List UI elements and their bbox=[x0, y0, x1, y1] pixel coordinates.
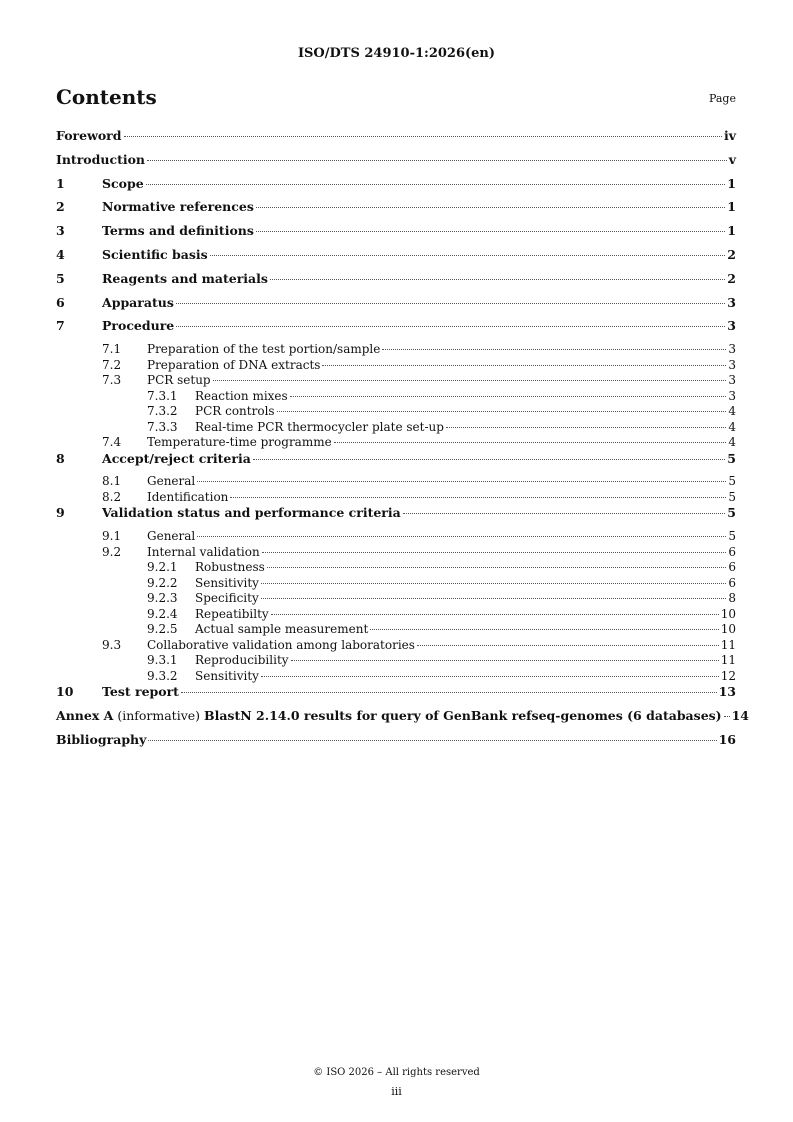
toc-entry-title bbox=[147, 474, 195, 488]
toc-entry-number: 9.2.4 bbox=[147, 606, 178, 621]
toc-entry[interactable] bbox=[56, 404, 736, 420]
toc-entry-page: 1 bbox=[727, 223, 736, 239]
toc-entry-title-text: Terms and definitions bbox=[102, 223, 254, 239]
toc-entry-title bbox=[56, 128, 122, 143]
toc-leader-dots bbox=[322, 365, 726, 366]
toc-entry[interactable] bbox=[56, 271, 736, 295]
toc-entry-title-text: Reaction mixes bbox=[195, 388, 288, 403]
toc-entry-title-text: Sensitivity bbox=[195, 668, 259, 683]
toc-entry-title bbox=[102, 684, 179, 699]
toc-entry-title bbox=[147, 358, 320, 372]
document-id-header: ISO/DTS 24910-1:2026(en) bbox=[297, 46, 496, 61]
toc-leader-dots bbox=[210, 255, 726, 256]
toc-entry-title bbox=[195, 389, 288, 403]
toc-entry-title-text: General bbox=[147, 474, 196, 489]
toc-entry-title-text: Scope bbox=[102, 175, 144, 191]
page-number: iii bbox=[391, 1085, 402, 1098]
toc-entry-number: 9.2.1 bbox=[147, 560, 178, 575]
toc-entry-title-text: Real-time PCR thermocycler plate set-up bbox=[195, 419, 444, 434]
toc-entry-page: 10 bbox=[720, 622, 736, 637]
toc-entry-number: 7 bbox=[56, 318, 65, 334]
toc-entry-page: iv bbox=[723, 128, 736, 143]
toc-entry-page: 11 bbox=[720, 653, 736, 668]
toc-entry-title-text: Introduction bbox=[56, 151, 146, 167]
toc-entry-number: 3 bbox=[56, 223, 65, 239]
toc-entry-title bbox=[195, 576, 259, 590]
toc-entry[interactable] bbox=[56, 732, 736, 756]
toc-entry-title-text: Collaborative validation among laboratories bbox=[147, 637, 415, 652]
toc-entry-number: 9.3.2 bbox=[147, 668, 178, 683]
toc-entry[interactable] bbox=[56, 318, 736, 342]
toc-entry-title bbox=[195, 591, 259, 605]
toc-entry-number: 7.3.3 bbox=[147, 419, 178, 434]
toc-entry[interactable] bbox=[56, 622, 736, 638]
toc-entry-title bbox=[195, 653, 289, 667]
toc-leader-dots bbox=[176, 303, 725, 304]
toc-entry[interactable] bbox=[56, 529, 736, 545]
toc-leader-dots bbox=[270, 279, 725, 280]
toc-entry-page: 1 bbox=[727, 199, 736, 215]
toc-entry-page: 6 bbox=[728, 575, 736, 590]
toc-entry[interactable] bbox=[56, 684, 736, 708]
contents-title: Contents bbox=[56, 85, 157, 109]
toc-leader-dots bbox=[261, 676, 719, 677]
toc-entry-title bbox=[147, 545, 260, 559]
toc-entry-number: 8.2 bbox=[102, 489, 122, 504]
toc-entry-page: 14 bbox=[731, 708, 750, 724]
toc-leader-dots bbox=[290, 396, 727, 397]
toc-entry-number: 6 bbox=[56, 294, 65, 310]
toc-entry-title bbox=[147, 529, 195, 543]
toc-entry-page: 12 bbox=[720, 668, 736, 683]
toc-entry-title-text: Test report bbox=[102, 684, 179, 700]
toc-entry-number: 5 bbox=[56, 270, 65, 286]
toc-leader-dots bbox=[213, 380, 727, 381]
toc-entry[interactable] bbox=[56, 435, 736, 451]
toc-entry-title bbox=[195, 669, 259, 683]
toc-entry-page: 5 bbox=[727, 505, 736, 521]
toc-entry-title bbox=[195, 560, 265, 574]
toc-entry[interactable] bbox=[56, 358, 736, 374]
toc-leader-dots bbox=[267, 567, 727, 568]
toc-entry[interactable] bbox=[56, 505, 736, 529]
toc-entry[interactable] bbox=[56, 342, 736, 358]
toc-leader-dots bbox=[291, 660, 719, 661]
toc-entry-title-text: Procedure bbox=[102, 318, 175, 334]
toc-entry-title-text: Temperature-time programme bbox=[147, 435, 332, 450]
toc-entry-page: 4 bbox=[728, 404, 736, 419]
toc-leader-dots bbox=[446, 427, 726, 428]
toc-entry-title bbox=[102, 223, 254, 238]
toc-entry[interactable] bbox=[56, 490, 736, 506]
toc-entry-page: 2 bbox=[727, 270, 736, 286]
toc-entry-title-text: Robustness bbox=[195, 560, 265, 575]
toc-entry-title-text: Identification bbox=[147, 489, 229, 504]
toc-entry-page: 13 bbox=[718, 684, 736, 700]
toc-entry-title bbox=[195, 622, 368, 636]
toc-leader-dots bbox=[334, 442, 727, 443]
toc-entry-page: 6 bbox=[728, 560, 736, 575]
toc-entry-page: 5 bbox=[727, 450, 736, 466]
toc-entry-number: 9.3 bbox=[102, 637, 122, 652]
toc-leader-dots bbox=[370, 629, 718, 630]
copyright-footer: © ISO 2026 – All rights reserved bbox=[313, 1067, 480, 1078]
toc-entry[interactable] bbox=[56, 576, 736, 592]
toc-entry-page: 4 bbox=[728, 419, 736, 434]
toc-entry-title-text: Reagents and materials bbox=[102, 270, 268, 286]
toc-entry-number: 10 bbox=[56, 684, 74, 700]
toc-entry[interactable] bbox=[56, 653, 736, 669]
toc-leader-dots bbox=[230, 497, 726, 498]
toc-entry-title-text: Scientific basis bbox=[102, 246, 208, 262]
toc-leader-dots bbox=[197, 481, 726, 482]
toc-entry[interactable] bbox=[56, 591, 736, 607]
toc-entry[interactable] bbox=[56, 373, 736, 389]
toc-entry-number: 7.3.1 bbox=[147, 388, 178, 403]
toc-leader-dots bbox=[176, 326, 725, 327]
toc-entry-title bbox=[102, 271, 268, 286]
toc-entry[interactable] bbox=[56, 420, 736, 436]
toc-entry-title bbox=[56, 708, 722, 723]
toc-entry-title-text: PCR setup bbox=[147, 373, 211, 388]
toc-entry[interactable] bbox=[56, 176, 736, 200]
toc-entry-page: 5 bbox=[728, 489, 736, 504]
toc-entry-title-text: PCR controls bbox=[195, 404, 275, 419]
toc-entry-number: 9.2.3 bbox=[147, 591, 178, 606]
toc-entry-title-text: Annex A bbox=[56, 708, 114, 724]
toc-entry[interactable] bbox=[56, 607, 736, 623]
toc-leader-dots bbox=[261, 598, 727, 599]
toc-entry-page: 10 bbox=[720, 606, 736, 621]
toc-entry[interactable] bbox=[56, 451, 736, 475]
toc-entry-title-text: Internal validation bbox=[147, 544, 260, 559]
toc-entry[interactable] bbox=[56, 247, 736, 271]
toc-entry-title-text: General bbox=[147, 529, 196, 544]
toc-entry-number: 2 bbox=[56, 199, 65, 215]
toc-entry-number: 9.2.2 bbox=[147, 575, 178, 590]
toc-entry-number: 7.1 bbox=[102, 342, 122, 357]
toc-entry-title bbox=[147, 342, 380, 356]
toc-entry-number: 9.2.5 bbox=[147, 622, 178, 637]
toc-entry-title bbox=[102, 505, 401, 520]
toc-leader-dots bbox=[253, 459, 725, 460]
toc-entry-title-text: Reproducibility bbox=[195, 653, 289, 668]
toc-entry-page: v bbox=[728, 151, 736, 167]
toc-entry-page: 3 bbox=[727, 294, 736, 310]
table-of-contents bbox=[56, 128, 750, 756]
toc-entry-title-text: Preparation of the test portion/sample bbox=[147, 342, 381, 357]
toc-entry-title-text: Preparation of DNA extracts bbox=[147, 357, 321, 372]
toc-entry-title-text: Normative references bbox=[102, 199, 254, 215]
toc-entry-title bbox=[147, 638, 415, 652]
toc-entry[interactable] bbox=[56, 389, 736, 405]
toc-entry[interactable] bbox=[56, 295, 736, 319]
toc-entry-page: 5 bbox=[728, 474, 736, 489]
toc-entry-title bbox=[195, 404, 275, 418]
page-column-label: Page bbox=[708, 92, 736, 105]
toc-entry-title bbox=[147, 435, 332, 449]
toc-entry-title-text: Sensitivity bbox=[195, 575, 259, 590]
toc-entry[interactable] bbox=[56, 223, 736, 247]
toc-entry-annex-title: BlastN 2.14.0 results for query of GenBank refseq-genomes (6 databases) bbox=[204, 708, 722, 724]
toc-entry-title bbox=[102, 199, 254, 214]
toc-entry[interactable] bbox=[56, 669, 736, 685]
toc-leader-dots bbox=[417, 645, 719, 646]
toc-entry-number: 1 bbox=[56, 175, 65, 191]
toc-entry-title bbox=[195, 607, 269, 621]
toc-entry-page: 3 bbox=[728, 373, 736, 388]
toc-entry[interactable] bbox=[56, 474, 736, 490]
toc-leader-dots bbox=[197, 536, 726, 537]
toc-entry-page: 4 bbox=[728, 435, 736, 450]
toc-entry-title bbox=[56, 732, 146, 747]
toc-entry-number: 7.3 bbox=[102, 373, 122, 388]
toc-entry[interactable] bbox=[56, 560, 736, 576]
toc-entry-number: 7.3.2 bbox=[147, 404, 178, 419]
toc-leader-dots bbox=[403, 513, 726, 514]
toc-entry-number: 9.2 bbox=[102, 544, 122, 559]
toc-entry-title bbox=[195, 420, 444, 434]
toc-entry-title bbox=[102, 247, 208, 262]
toc-entry-annex-type: (informative) bbox=[113, 708, 205, 724]
toc-entry-page: 3 bbox=[728, 388, 736, 403]
toc-entry-page: 8 bbox=[728, 591, 736, 606]
toc-leader-dots bbox=[147, 160, 727, 161]
toc-leader-dots bbox=[148, 740, 716, 741]
toc-leader-dots bbox=[146, 184, 726, 185]
toc-entry-title-text: Bibliography bbox=[56, 731, 147, 747]
toc-entry-title bbox=[102, 176, 144, 191]
toc-entry[interactable] bbox=[56, 152, 736, 176]
toc-entry-page: 2 bbox=[727, 246, 736, 262]
toc-entry-number: 9.3.1 bbox=[147, 653, 178, 668]
toc-entry-title bbox=[147, 490, 228, 504]
toc-entry-title bbox=[56, 152, 145, 167]
toc-entry[interactable] bbox=[56, 199, 736, 223]
toc-entry-title bbox=[102, 318, 174, 333]
toc-entry-title bbox=[102, 295, 174, 310]
toc-entry-title-text: Foreword bbox=[56, 128, 122, 143]
toc-leader-dots bbox=[262, 552, 727, 553]
toc-entry-page: 5 bbox=[728, 529, 736, 544]
toc-entry-number: 8 bbox=[56, 450, 65, 466]
toc-entry-page: 3 bbox=[727, 318, 736, 334]
toc-leader-dots bbox=[124, 136, 722, 137]
toc-entry-title bbox=[102, 451, 251, 466]
toc-entry-page: 6 bbox=[728, 544, 736, 559]
toc-entry[interactable] bbox=[56, 545, 736, 561]
toc-leader-dots bbox=[271, 614, 719, 615]
toc-entry-number: 9.1 bbox=[102, 529, 122, 544]
toc-entry[interactable] bbox=[56, 638, 736, 654]
toc-entry-page: 3 bbox=[728, 342, 736, 357]
toc-entry-number: 9 bbox=[56, 505, 65, 521]
toc-entry-page: 16 bbox=[718, 731, 736, 747]
toc-leader-dots bbox=[382, 349, 726, 350]
toc-leader-dots bbox=[181, 692, 717, 693]
toc-leader-dots bbox=[724, 716, 730, 717]
toc-entry-title-text: Actual sample measurement bbox=[195, 622, 369, 637]
toc-entry-number: 7.2 bbox=[102, 357, 122, 372]
toc-entry-number: 7.4 bbox=[102, 435, 122, 450]
toc-entry-title-text: Repeatibilty bbox=[195, 606, 269, 621]
toc-entry-number: 8.1 bbox=[102, 474, 122, 489]
toc-entry-page: 1 bbox=[727, 175, 736, 191]
toc-entry-number: 4 bbox=[56, 246, 65, 262]
toc-entry[interactable] bbox=[56, 128, 736, 152]
toc-entry-page: 11 bbox=[720, 637, 736, 652]
toc-entry-title-text: Accept/reject criteria bbox=[102, 450, 251, 466]
toc-leader-dots bbox=[261, 583, 726, 584]
toc-entry-page: 3 bbox=[728, 357, 736, 372]
toc-entry-title-text: Specificity bbox=[195, 591, 259, 606]
toc-entry-title-text: Validation status and performance criteria bbox=[102, 505, 401, 521]
toc-entry[interactable] bbox=[56, 708, 750, 732]
toc-entry-title-text: Apparatus bbox=[102, 294, 174, 310]
toc-entry-title bbox=[147, 373, 211, 387]
toc-leader-dots bbox=[256, 207, 725, 208]
toc-leader-dots bbox=[256, 231, 725, 232]
toc-leader-dots bbox=[277, 411, 727, 412]
